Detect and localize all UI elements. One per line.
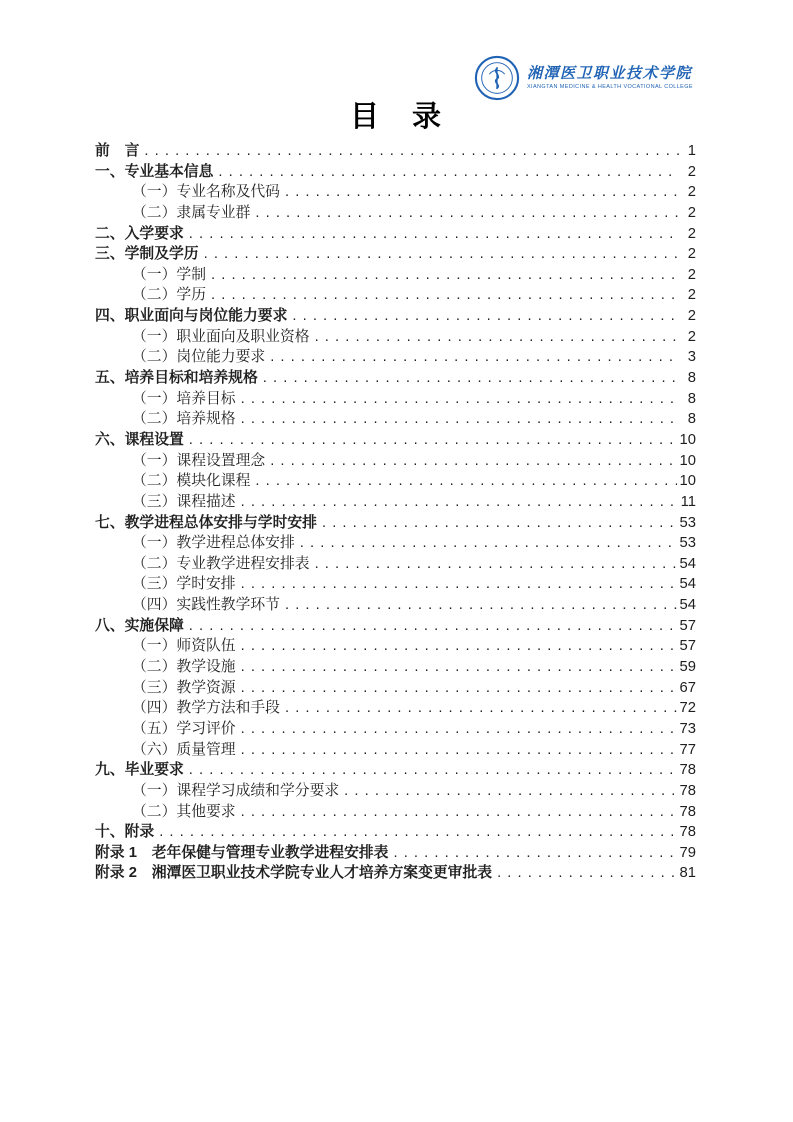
toc-entry-page: 53 — [679, 535, 696, 552]
toc-entry — [95, 389, 696, 410]
toc-entry-label: （一）课程设置理念 — [132, 452, 266, 469]
toc-dot-leader — [285, 595, 677, 616]
toc-entry-label: （一）课程学习成绩和学分要求 — [132, 782, 340, 799]
toc-entry-label: 二、入学要求 — [95, 225, 184, 242]
toc-entry-label: 六、课程设置 — [95, 431, 184, 448]
toc-entry-page: 2 — [687, 287, 696, 304]
toc-dot-leader — [241, 719, 677, 740]
toc-entry-label: （四）教学方法和手段 — [132, 700, 280, 717]
toc-entry — [95, 182, 696, 203]
toc-entry-label: （二）学历 — [132, 287, 206, 304]
toc-entry — [95, 678, 696, 699]
toc-entry — [95, 162, 696, 183]
toc-entry-page: 11 — [680, 493, 696, 510]
toc-entry-label: （二）培养规格 — [132, 411, 236, 428]
toc-entry-label: （一）学制 — [132, 266, 206, 283]
toc-entry — [95, 203, 696, 224]
toc-entry-page: 54 — [679, 597, 696, 614]
toc-entry-label: （一）师资队伍 — [132, 638, 236, 655]
toc-dot-leader — [159, 822, 676, 843]
toc-entry — [95, 636, 696, 657]
toc-entry-page: 2 — [687, 225, 696, 242]
toc-entry — [95, 533, 696, 554]
toc-entry-label: （二）专业教学进程安排表 — [132, 555, 310, 572]
toc-list — [95, 141, 696, 884]
toc-dot-leader — [270, 451, 676, 472]
toc-dot-leader — [211, 265, 679, 286]
toc-dot-leader — [255, 203, 679, 224]
toc-entry — [95, 719, 696, 740]
toc-entry-page: 78 — [679, 782, 696, 799]
toc-dot-leader — [285, 698, 677, 719]
toc-dot-leader — [211, 285, 679, 306]
toc-entry-label: 九、毕业要求 — [95, 762, 184, 779]
toc-entry-label: 前 言 — [95, 143, 140, 159]
toc-entry-page: 8 — [687, 390, 696, 407]
toc-entry-label: （二）模块化课程 — [132, 473, 251, 490]
toc-entry-page: 10 — [679, 431, 696, 448]
toc-dot-leader — [204, 244, 679, 265]
toc-dot-leader — [241, 409, 679, 430]
toc-dot-leader — [241, 492, 678, 513]
toc-dot-leader — [189, 430, 677, 451]
toc-entry-page: 2 — [687, 328, 696, 345]
toc-entry-label: 八、实施保障 — [95, 617, 184, 634]
toc-entry — [95, 616, 696, 637]
toc-dot-leader — [189, 616, 677, 637]
toc-entry-label: 附录 1 老年保健与管理专业教学进程安排表 — [95, 844, 389, 861]
toc-entry-page: 77 — [679, 741, 696, 758]
toc-dot-leader — [315, 327, 679, 348]
toc-entry — [95, 141, 696, 162]
toc-dot-leader — [241, 389, 679, 410]
toc-entry-page: 8 — [687, 370, 696, 387]
toc-entry-page: 79 — [679, 844, 696, 861]
toc-entry — [95, 760, 696, 781]
toc-entry — [95, 822, 696, 843]
toc-entry-label: （二）隶属专业群 — [132, 204, 251, 221]
toc-dot-leader — [315, 554, 677, 575]
toc-entry — [95, 492, 696, 513]
toc-entry — [95, 740, 696, 761]
toc-entry — [95, 802, 696, 823]
page-title: 目 录 — [349, 101, 443, 133]
toc-entry-label: （二）教学设施 — [132, 659, 236, 676]
toc-entry — [95, 513, 696, 534]
toc-entry-page: 2 — [687, 246, 696, 263]
toc-dot-leader — [241, 657, 677, 678]
toc-entry — [95, 224, 696, 245]
toc-entry — [95, 554, 696, 575]
toc-entry-label: （六）质量管理 — [132, 741, 236, 758]
toc-entry-page: 2 — [687, 184, 696, 201]
toc-entry — [95, 409, 696, 430]
toc-entry — [95, 451, 696, 472]
toc-entry-label: （一）培养目标 — [132, 390, 236, 407]
toc-entry — [95, 595, 696, 616]
toc-entry-label: 附录 2 湘潭医卫职业技术学院专业人才培养方案变更审批表 — [95, 865, 493, 882]
toc-entry — [95, 347, 696, 368]
toc-entry-page: 73 — [679, 720, 696, 737]
toc-dot-leader — [189, 760, 677, 781]
toc-entry-page: 2 — [687, 204, 696, 221]
college-logo — [474, 55, 693, 101]
toc-dot-leader — [144, 141, 679, 162]
toc-entry-page: 10 — [679, 452, 696, 469]
toc-entry — [95, 781, 696, 802]
toc-dot-leader — [241, 740, 677, 761]
toc-entry-label: 三、学制及学历 — [95, 246, 199, 263]
toc-dot-leader — [300, 533, 677, 554]
toc-entry — [95, 368, 696, 389]
college-name-en: XIANGTAN MEDICINE & HEALTH VOCATIONAL COLLEGE — [526, 84, 693, 91]
toc-dot-leader — [292, 306, 679, 327]
toc-entry — [95, 265, 696, 286]
toc-dot-leader — [241, 574, 677, 595]
toc-dot-leader — [344, 781, 676, 802]
toc-entry-page: 57 — [679, 638, 696, 655]
toc-entry-page: 10 — [679, 473, 696, 490]
toc-dot-leader — [218, 162, 679, 183]
toc-entry — [95, 306, 696, 327]
toc-entry-page: 78 — [679, 824, 696, 841]
toc-entry-page: 67 — [679, 679, 696, 696]
toc-entry-label: 五、培养目标和培养规格 — [95, 370, 258, 387]
toc-entry-page: 81 — [679, 865, 696, 882]
toc-entry-label: （一）职业面向及职业资格 — [132, 328, 310, 345]
toc-entry-label: （一）专业名称及代码 — [132, 184, 280, 201]
toc-entry-page: 8 — [687, 411, 696, 428]
toc-dot-leader — [255, 471, 676, 492]
toc-entry — [95, 471, 696, 492]
toc-entry-label: （五）学习评价 — [132, 720, 236, 737]
toc-entry-label: （二）其他要求 — [132, 803, 236, 820]
toc-entry-label: （二）岗位能力要求 — [132, 349, 266, 366]
toc-dot-leader — [263, 368, 679, 389]
toc-dot-leader — [241, 678, 677, 699]
toc-dot-leader — [393, 843, 676, 864]
toc-entry-page: 2 — [687, 266, 696, 283]
toc-entry-label: （三）学时安排 — [132, 576, 236, 593]
toc-entry-page: 59 — [679, 659, 696, 676]
toc-dot-leader — [241, 636, 677, 657]
toc-entry-page: 78 — [679, 762, 696, 779]
toc-entry-page: 57 — [679, 617, 696, 634]
toc-entry-page: 1 — [687, 143, 696, 159]
college-logo-text — [527, 66, 693, 91]
toc-entry — [95, 657, 696, 678]
toc-entry-label: 十、附录 — [95, 824, 155, 841]
toc-dot-leader — [270, 347, 679, 368]
toc-entry-page: 3 — [687, 349, 696, 366]
toc-entry — [95, 574, 696, 595]
toc-entry-page: 72 — [679, 700, 696, 717]
toc-entry-page: 2 — [687, 163, 696, 180]
college-emblem-icon — [474, 55, 520, 101]
toc-entry — [95, 430, 696, 451]
toc-entry-label: 七、教学进程总体安排与学时安排 — [95, 514, 317, 531]
toc-entry — [95, 285, 696, 306]
toc-dot-leader — [189, 224, 679, 245]
toc-entry — [95, 244, 696, 265]
toc-dot-leader — [497, 863, 676, 884]
toc-dot-leader — [322, 513, 677, 534]
toc-entry — [95, 698, 696, 719]
toc-entry-page: 2 — [687, 308, 696, 325]
toc-entry — [95, 327, 696, 348]
toc-entry-page: 53 — [679, 514, 696, 531]
toc-entry-label: （三）教学资源 — [132, 679, 236, 696]
toc-entry-label: 四、职业面向与岗位能力要求 — [95, 308, 288, 325]
toc-entry-label: 一、专业基本信息 — [95, 163, 214, 180]
toc-entry — [95, 863, 696, 884]
college-name-cn: 湘潭医卫职业技术学院 — [526, 64, 692, 82]
toc-dot-leader — [285, 182, 679, 203]
toc-entry — [95, 843, 696, 864]
toc-entry-page: 78 — [679, 803, 696, 820]
toc-entry-page: 54 — [679, 576, 696, 593]
toc-entry-label: （一）教学进程总体安排 — [132, 535, 295, 552]
toc-entry-label: （四）实践性教学环节 — [132, 597, 280, 614]
toc-entry-page: 54 — [679, 555, 696, 572]
toc-dot-leader — [241, 802, 677, 823]
toc-entry-label: （三）课程描述 — [132, 493, 236, 510]
